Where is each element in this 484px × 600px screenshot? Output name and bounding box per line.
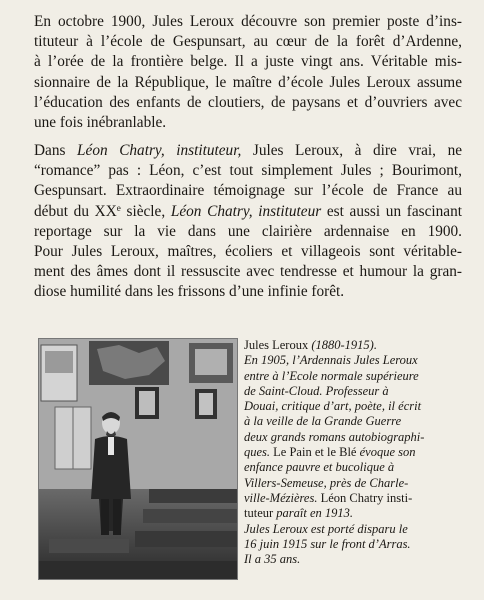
caption-line: deux grands romans autobiographi- [244,429,425,444]
book-line: Dans Léon Chatry, instituteur, Jules Leroux, à dire vrai, ne [34,142,463,159]
caption-line: enfance pauvre et bucolique à [244,460,395,475]
portrait-photo [38,338,238,580]
intro-paragraph [34,12,462,133]
book-paragraph [34,141,462,303]
intro-line: sionnaire de la République, le maître d’école Jules Leroux assume [34,73,462,91]
book-line: début du XXe siècle, Léon Chatry, instituteur est aussi un fascinant [34,202,462,220]
book-line: Gespunsart. Extraordinaire témoignage sur l’école de France au [34,182,462,200]
caption-line: entre à l’Ecole normale supérieure [244,368,419,383]
caption-line: 16 juin 1915 sur le front d’Arras. [244,536,411,551]
caption-line: ville-Mézières. Léon Chatry insti- [244,490,413,505]
intro-line: l’éducation des enfants de cloutiers, de paysans et d’ouvriers avec [34,93,462,111]
caption-dates: (1880-1915). [311,338,377,352]
caption-line: Douai, critique d’art, poète, il écrit [244,399,422,414]
caption-line: Il a 35 ans. [244,552,301,567]
caption-line: de Saint-Cloud. Professeur à [244,383,389,398]
book-line: “romance” pas : Léon, c’est tout simplement Jules ; Bourimont, [34,162,462,180]
photo-caption [244,338,459,567]
novel-title: Léon Chatry insti- [320,490,413,505]
caption-line: Villers-Semeuse, près de Charle- [244,475,409,490]
novel-title: Le Pain et le Blé [273,445,357,460]
book-line: diose humilité dans les frissons d’une infinie forêt. [34,283,345,301]
intro-line: une fois inébranlable. [34,114,167,132]
book-title: Léon Chatry, instituteur, [77,142,242,159]
book-line: reportage sur la vie dans une clairière ardennaise en 1900. [34,222,462,240]
caption-line: ques. Le Pain et le Blé évoque son [244,445,416,460]
book-line: ment des âmes dont il ressuscite avec tendresse et humour la gran- [34,263,462,281]
intro-line: En octobre 1900, Jules Leroux découvre son premier poste d’ins- [34,13,462,30]
caption-line: Jules Leroux est porté disparu le [244,521,408,536]
caption-name: Jules Leroux [244,338,309,352]
caption-line: tuteur paraît en 1913. [244,506,354,521]
intro-line: tituteur à l’école de Gespunsart, au cœur de la forêt d’Ardenne, [34,33,462,51]
intro-line: à l’orée de la frontière belge. Il a juste vingt ans. Véritable mis- [34,53,462,71]
book-title: Léon Chatry, instituteur [170,202,322,220]
caption-line: En 1905, l’Ardennais Jules Leroux [244,353,418,368]
caption-line: à la veille de la Grande Guerre [244,414,402,429]
book-line: Pour Jules Leroux, maîtres, écoliers et villageois sont véritable- [34,243,462,261]
caption-line [244,338,459,353]
